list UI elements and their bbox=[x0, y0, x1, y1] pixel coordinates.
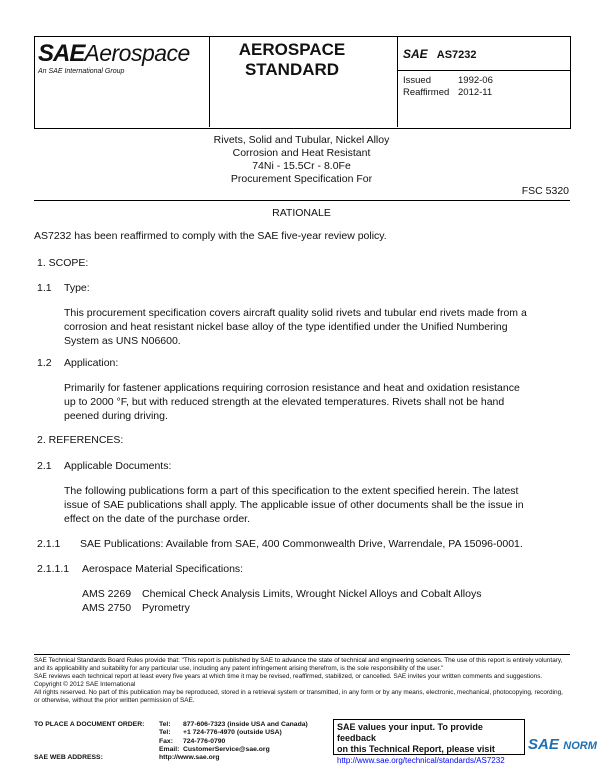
sae-mark-icon: SAE bbox=[403, 47, 428, 61]
footer-rights: All rights reserved. No part of this publication may be reproduced, stored in a retrieval system or transmitted, in any form or by any means, electronic, mechanical, photocopying, recording, or otherwise, without the prior written permission of SAE. bbox=[34, 689, 563, 704]
logo-aerospace: Aerospace bbox=[84, 40, 190, 66]
footer-notice-2: SAE reviews each technical report at least every five years at which time it may be revised, reaffirmed, stabilized, or cancelled. SAE invites your written comments and suggestions. bbox=[34, 673, 543, 680]
document-title bbox=[34, 134, 569, 186]
norm-sae-icon: SAE bbox=[528, 736, 559, 753]
doc-number: AS7232 bbox=[436, 49, 477, 61]
reaffirmed-label: Reaffirmed bbox=[403, 87, 450, 98]
ams-title: Pyrometry bbox=[142, 602, 190, 614]
order-info bbox=[34, 721, 334, 762]
ams-title: Chemical Check Analysis Limits, Wrought Nickel Alloys and Cobalt Alloys bbox=[142, 588, 482, 600]
web-label: SAE WEB ADDRESS: bbox=[34, 754, 103, 762]
section-2-1-1-1-title: Aerospace Material Specifications: bbox=[82, 563, 244, 575]
ams-list-item bbox=[82, 587, 481, 601]
section-2-1-line-2: issue of SAE publications shall apply. The applicable issue of other documents shall be the issue in bbox=[64, 499, 524, 511]
footer-divider bbox=[34, 654, 570, 655]
section-1-1-body bbox=[64, 306, 569, 348]
email-link[interactable]: CustomerService@sae.org bbox=[183, 745, 270, 753]
header-divider-3 bbox=[397, 70, 570, 71]
title-line-2: Corrosion and Heat Resistant bbox=[232, 147, 371, 159]
section-1-1-title: Type: bbox=[64, 282, 90, 294]
section-2-1-title: Applicable Documents: bbox=[64, 460, 172, 472]
standard-line-1: AEROSPACE bbox=[238, 40, 346, 59]
footer-copyright: Copyright © 2012 SAE International bbox=[34, 681, 136, 688]
tel-value[interactable]: 877-606-7323 (inside USA and Canada) bbox=[183, 721, 308, 728]
email-label: Email: bbox=[159, 745, 180, 753]
section-2-1-body bbox=[64, 484, 569, 526]
section-1-1-line-3: System as UNS N06600. bbox=[64, 335, 181, 347]
title-line-4: Procurement Specification For bbox=[230, 173, 373, 185]
standard-title bbox=[212, 40, 372, 80]
ams-code: AMS 2750 bbox=[82, 602, 132, 614]
tel2-value[interactable]: +1 724-776-4970 (outside USA) bbox=[183, 729, 282, 737]
section-2-1-number: 2.1 bbox=[37, 460, 52, 472]
rationale-text: AS7232 has been reaffirmed to comply with the SAE five-year review policy. bbox=[34, 230, 387, 242]
fax-value: 724-776-0790 bbox=[183, 737, 226, 745]
section-1-2-line-1: Primarily for fastener applications requiring corrosion resistance and heat and oxidation resistance bbox=[64, 382, 520, 394]
rationale-heading: RATIONALE bbox=[272, 207, 331, 219]
section-2-1-line-3: effect on the date of the purchase order. bbox=[64, 513, 251, 525]
norm-text: NORM bbox=[563, 740, 597, 752]
tel-label: Tel: bbox=[159, 721, 171, 728]
logo-tagline: An SAE International Group bbox=[38, 68, 125, 75]
section-1-2-line-2: up to 2000 °F, but with reduced strength at the elevated temperatures. Rivets shall not be hand bbox=[64, 396, 505, 408]
issued-value: 1992-06 bbox=[458, 75, 493, 86]
section-1-2-line-3: peened during driving. bbox=[64, 410, 168, 422]
section-1-2-body bbox=[64, 381, 569, 423]
feedback-box bbox=[333, 719, 525, 765]
doc-id bbox=[403, 47, 477, 61]
ams-list-item bbox=[82, 601, 481, 615]
section-1-2-title: Application: bbox=[64, 357, 119, 369]
section-2-1-1-1-number: 2.1.1.1 bbox=[37, 563, 70, 575]
title-line-1: Rivets, Solid and Tubular, Nickel Alloy bbox=[213, 134, 390, 146]
section-2-1-line-1: The following publications form a part of this specification to the extent specified herein. The latest bbox=[64, 485, 519, 497]
feedback-line-1: SAE values your input. To provide feedback bbox=[337, 722, 483, 743]
section-1-1-line-2: corrosion and heat resistant nickel base alloy of the type identified under the Unified Numbering bbox=[64, 321, 508, 333]
header-divider-1 bbox=[209, 36, 210, 127]
feedback-line-2: on this Technical Report, please visit bbox=[337, 744, 495, 754]
section-1-1-line-1: This procurement specification covers aircraft quality solid rivets and tubular end rivets made from a bbox=[64, 307, 527, 319]
section-references-heading: 2. REFERENCES: bbox=[37, 434, 124, 446]
reaffirmed-value: 2012-11 bbox=[458, 87, 493, 98]
footer-notice-1: SAE Technical Standards Board Rules provide that: "This report is published by SAE to advance the state of technical and engineering sciences. The use of this report is entirely voluntary, and its applicability and suitability for any particular use, including any patent infringement arising therefrom, is the sole responsibility of the user." bbox=[34, 657, 563, 672]
title-line-3: 74Ni - 15.5Cr - 8.0Fe bbox=[252, 160, 351, 172]
standard-line-2: STANDARD bbox=[244, 60, 340, 79]
web-link[interactable]: http://www.sae.org bbox=[159, 754, 220, 762]
issued-label: Issued bbox=[403, 75, 431, 86]
header-divider-2 bbox=[397, 36, 398, 127]
tel2-label: Tel: bbox=[159, 729, 171, 737]
issue-info bbox=[403, 75, 493, 99]
ams-list bbox=[82, 587, 481, 615]
section-1-2-number: 1.2 bbox=[37, 357, 52, 369]
section-2-1-1-text: SAE Publications: Available from SAE, 400 Commonwealth Drive, Warrendale, PA 15096-0001. bbox=[80, 538, 523, 550]
logo-sae: SAE bbox=[38, 40, 85, 67]
ams-code: AMS 2269 bbox=[82, 588, 132, 600]
fsc-code: FSC 5320 bbox=[521, 185, 569, 197]
feedback-link[interactable]: http://www.sae.org/technical/standards/AS7232 bbox=[337, 756, 505, 765]
section-2-1-1-number: 2.1.1 bbox=[37, 538, 61, 550]
sae-norm-logo bbox=[528, 736, 597, 754]
section-1-1-number: 1.1 bbox=[37, 282, 52, 294]
sae-aerospace-logo bbox=[38, 40, 190, 68]
fax-label: Fax: bbox=[159, 737, 173, 745]
order-label: TO PLACE A DOCUMENT ORDER: bbox=[34, 721, 145, 728]
footer-notices bbox=[34, 657, 570, 705]
section-scope-heading: 1. SCOPE: bbox=[37, 257, 89, 269]
title-divider bbox=[34, 200, 570, 201]
